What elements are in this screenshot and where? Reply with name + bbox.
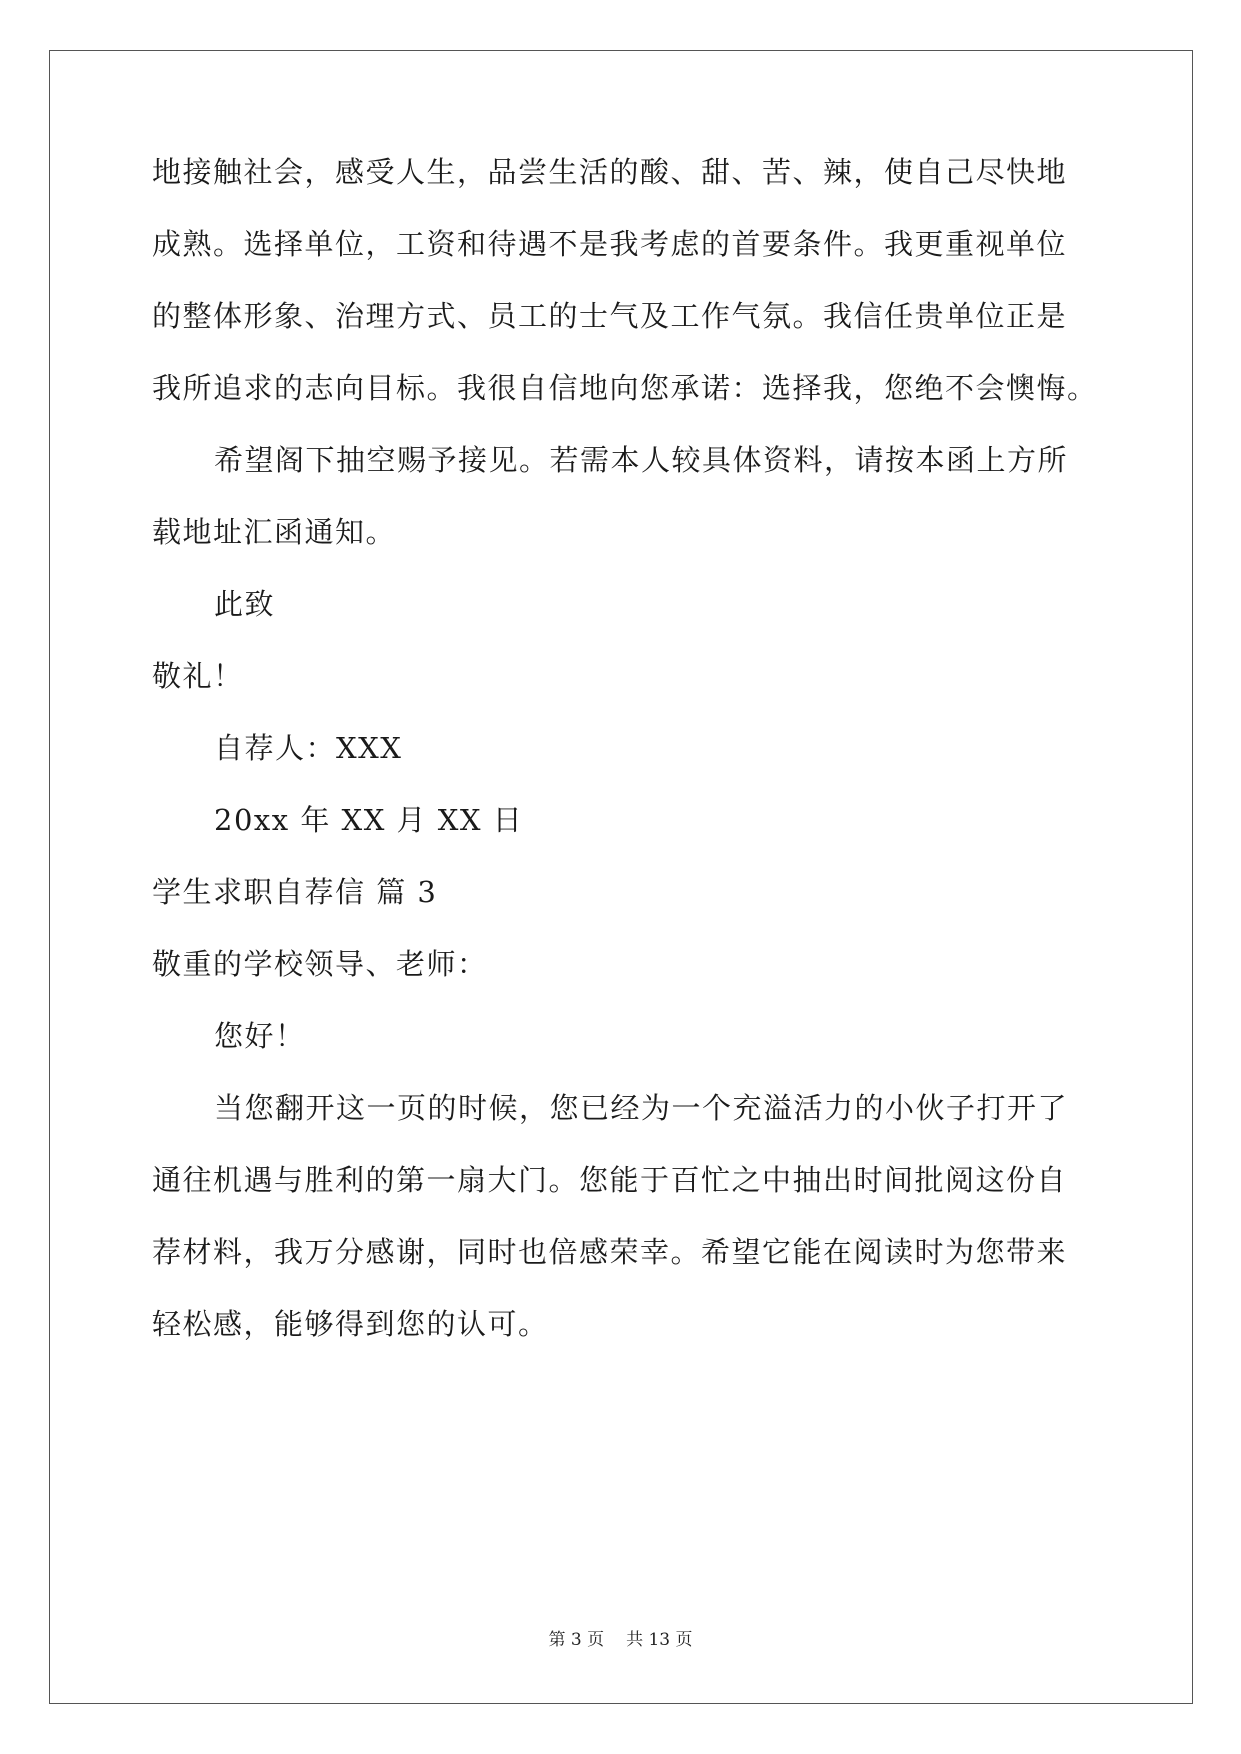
- body-line-1: 地接触社会，感受人生，品尝生活的酸、甜、苦、辣，使自己尽快地: [152, 155, 1068, 189]
- body-line-14: 当您翻开这一页的时候，您已经为一个充溢活力的小伙子打开了: [214, 1091, 1069, 1125]
- body-line-4: 我所追求的志向目标。我很自信地向您承诺：选择我，您绝不会懊悔。: [152, 371, 1098, 405]
- salutation: 敬重的学校领导、老师：: [152, 947, 488, 981]
- body-line-15: 通往机遇与胜利的第一扇大门。您能于百忙之中抽出时间批阅这份自: [152, 1163, 1068, 1197]
- section-heading: 学生求职自荐信 篇 3: [152, 875, 438, 909]
- greeting: 您好！: [214, 1019, 306, 1053]
- body-line-5: 希望阁下抽空赐予接见。若需本人较具体资料，请按本函上方所: [214, 443, 1069, 477]
- page-footer: [0, 1625, 1241, 1650]
- closing-salute: 敬礼！: [152, 659, 244, 693]
- body-line-16: 荐材料，我万分感谢，同时也倍感荣幸。希望它能在阅读时为您带来: [152, 1235, 1068, 1269]
- body-line-3: 的整体形象、治理方式、员工的士气及工作气氛。我信任贵单位正是: [152, 299, 1068, 333]
- signature-line: 自荐人：XXX: [214, 731, 403, 765]
- page-total: 共 13 页: [626, 1630, 693, 1650]
- closing-greeting: 此致: [214, 587, 276, 621]
- body-line-2: 成熟。选择单位，工资和待遇不是我考虑的首要条件。我更重视单位: [152, 227, 1068, 261]
- body-line-6: 载地址汇函通知。: [152, 515, 397, 549]
- page-number: 第 3 页: [548, 1630, 605, 1650]
- body-line-17: 轻松感，能够得到您的认可。: [152, 1307, 549, 1341]
- date-line: 20xx 年 XX 月 XX 日: [214, 803, 524, 837]
